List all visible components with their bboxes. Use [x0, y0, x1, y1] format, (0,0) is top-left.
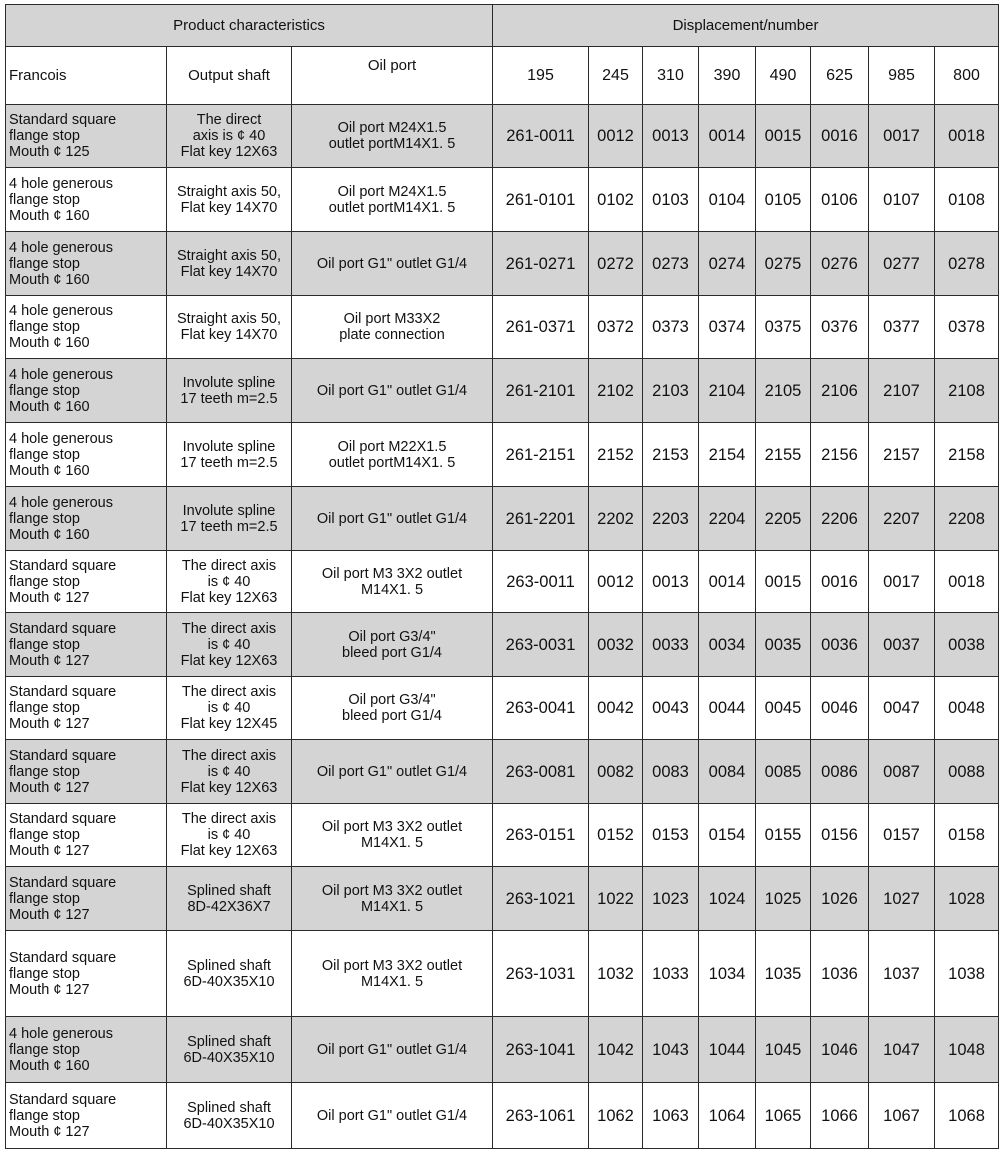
flange-cell: Standard square flange stop Mouth ¢ 127	[6, 804, 167, 867]
table-row	[6, 1083, 999, 1149]
spec-table	[5, 4, 999, 1149]
displacement-header: 985	[869, 47, 935, 105]
flange-cell: 4 hole generous flange stop Mouth ¢ 160	[6, 296, 167, 359]
code-cell: 1043	[643, 1017, 699, 1083]
base-code-cell: 261-0011	[493, 105, 589, 168]
base-code-cell: 263-0041	[493, 677, 589, 740]
code-cell: 1065	[756, 1083, 811, 1149]
oil-port-cell: Oil port M3 3X2 outlet M14X1. 5	[292, 867, 493, 931]
flange-cell: Standard square flange stop Mouth ¢ 127	[6, 740, 167, 804]
oil-port-header: Oil port	[292, 47, 493, 105]
francois-header: Francois	[6, 47, 167, 105]
base-code-cell: 263-1031	[493, 931, 589, 1017]
code-cell: 0152	[589, 804, 643, 867]
flange-cell: 4 hole generous flange stop Mouth ¢ 160	[6, 1017, 167, 1083]
code-cell: 2152	[589, 423, 643, 487]
code-cell: 2205	[756, 487, 811, 551]
base-code-cell: 263-0011	[493, 551, 589, 613]
code-cell: 0017	[869, 551, 935, 613]
oil-port-cell: Oil port M24X1.5 outlet portM14X1. 5	[292, 105, 493, 168]
base-code-cell: 261-2101	[493, 359, 589, 423]
code-cell: 1033	[643, 931, 699, 1017]
code-cell: 0105	[756, 168, 811, 232]
code-cell: 2103	[643, 359, 699, 423]
oil-port-cell: Oil port G1" outlet G1/4	[292, 1083, 493, 1149]
flange-cell: 4 hole generous flange stop Mouth ¢ 160	[6, 168, 167, 232]
flange-cell: Standard square flange stop Mouth ¢ 127	[6, 1083, 167, 1149]
code-cell: 0376	[811, 296, 869, 359]
code-cell: 1063	[643, 1083, 699, 1149]
flange-cell: Standard square flange stop Mouth ¢ 127	[6, 551, 167, 613]
output-shaft-cell: Straight axis 50, Flat key 14X70	[167, 232, 292, 296]
code-cell: 1066	[811, 1083, 869, 1149]
oil-port-cell: Oil port M33X2 plate connection	[292, 296, 493, 359]
code-cell: 0045	[756, 677, 811, 740]
flange-cell: 4 hole generous flange stop Mouth ¢ 160	[6, 487, 167, 551]
product-characteristics-header: Product characteristics	[6, 5, 493, 47]
oil-port-cell: Oil port G1" outlet G1/4	[292, 740, 493, 804]
flange-cell: 4 hole generous flange stop Mouth ¢ 160	[6, 359, 167, 423]
code-cell: 1036	[811, 931, 869, 1017]
output-shaft-cell: The direct axis is ¢ 40 Flat key 12X63	[167, 105, 292, 168]
oil-port-cell: Oil port G1" outlet G1/4	[292, 487, 493, 551]
table-row	[6, 423, 999, 487]
code-cell: 1038	[935, 931, 999, 1017]
output-shaft-cell: Involute spline 17 teeth m=2.5	[167, 359, 292, 423]
table-row	[6, 168, 999, 232]
code-cell: 2106	[811, 359, 869, 423]
code-cell: 2154	[699, 423, 756, 487]
code-cell: 1042	[589, 1017, 643, 1083]
code-cell: 0015	[756, 105, 811, 168]
header-row	[6, 5, 999, 47]
flange-cell: 4 hole generous flange stop Mouth ¢ 160	[6, 423, 167, 487]
code-cell: 0273	[643, 232, 699, 296]
code-cell: 0047	[869, 677, 935, 740]
oil-port-cell: Oil port G3/4" bleed port G1/4	[292, 613, 493, 677]
code-cell: 2107	[869, 359, 935, 423]
table-row	[6, 931, 999, 1017]
table-row	[6, 487, 999, 551]
code-cell: 2157	[869, 423, 935, 487]
output-shaft-cell: The direct axis is ¢ 40 Flat key 12X63	[167, 804, 292, 867]
code-cell: 0377	[869, 296, 935, 359]
code-cell: 0048	[935, 677, 999, 740]
table-row	[6, 804, 999, 867]
code-cell: 0087	[869, 740, 935, 804]
code-cell: 0157	[869, 804, 935, 867]
code-cell: 2202	[589, 487, 643, 551]
oil-port-cell: Oil port G3/4" bleed port G1/4	[292, 677, 493, 740]
code-cell: 0106	[811, 168, 869, 232]
code-cell: 0016	[811, 105, 869, 168]
oil-port-cell: Oil port M3 3X2 outlet M14X1. 5	[292, 931, 493, 1017]
code-cell: 0088	[935, 740, 999, 804]
code-cell: 0102	[589, 168, 643, 232]
code-cell: 0033	[643, 613, 699, 677]
output-shaft-cell: Involute spline 17 teeth m=2.5	[167, 423, 292, 487]
code-cell: 0154	[699, 804, 756, 867]
code-cell: 0103	[643, 168, 699, 232]
base-code-cell: 263-0151	[493, 804, 589, 867]
code-cell: 0278	[935, 232, 999, 296]
code-cell: 0016	[811, 551, 869, 613]
output-shaft-cell: Straight axis 50, Flat key 14X70	[167, 168, 292, 232]
base-code-cell: 263-1061	[493, 1083, 589, 1149]
code-cell: 0014	[699, 105, 756, 168]
code-cell: 1022	[589, 867, 643, 931]
code-cell: 0013	[643, 105, 699, 168]
base-code-cell: 261-2151	[493, 423, 589, 487]
code-cell: 1026	[811, 867, 869, 931]
code-cell: 0274	[699, 232, 756, 296]
code-cell: 1027	[869, 867, 935, 931]
code-cell: 0085	[756, 740, 811, 804]
code-cell: 0082	[589, 740, 643, 804]
code-cell: 0108	[935, 168, 999, 232]
displacement-header: 800	[935, 47, 999, 105]
code-cell: 2206	[811, 487, 869, 551]
table-row	[6, 677, 999, 740]
code-cell: 0156	[811, 804, 869, 867]
code-cell: 1045	[756, 1017, 811, 1083]
code-cell: 0083	[643, 740, 699, 804]
flange-cell: Standard square flange stop Mouth ¢ 127	[6, 931, 167, 1017]
code-cell: 0018	[935, 105, 999, 168]
output-shaft-cell: Involute spline 17 teeth m=2.5	[167, 487, 292, 551]
output-shaft-cell: The direct axis is ¢ 40 Flat key 12X63	[167, 613, 292, 677]
code-cell: 0155	[756, 804, 811, 867]
code-cell: 1032	[589, 931, 643, 1017]
displacement-header: 195	[493, 47, 589, 105]
code-cell: 1046	[811, 1017, 869, 1083]
code-cell: 0013	[643, 551, 699, 613]
base-code-cell: 263-0031	[493, 613, 589, 677]
code-cell: 0032	[589, 613, 643, 677]
output-shaft-cell: Splined shaft 6D-40X35X10	[167, 1017, 292, 1083]
displacement-number-header: Displacement/number	[493, 5, 999, 47]
displacement-header: 390	[699, 47, 756, 105]
code-cell: 0272	[589, 232, 643, 296]
oil-port-cell: Oil port G1" outlet G1/4	[292, 232, 493, 296]
base-code-cell: 261-0101	[493, 168, 589, 232]
code-cell: 2207	[869, 487, 935, 551]
output-shaft-cell: Splined shaft 8D-42X36X7	[167, 867, 292, 931]
code-cell: 0035	[756, 613, 811, 677]
code-cell: 1048	[935, 1017, 999, 1083]
code-cell: 0046	[811, 677, 869, 740]
code-cell: 1062	[589, 1083, 643, 1149]
code-cell: 0107	[869, 168, 935, 232]
oil-port-cell: Oil port G1" outlet G1/4	[292, 1017, 493, 1083]
oil-port-cell: Oil port M3 3X2 outlet M14X1. 5	[292, 804, 493, 867]
code-cell: 0037	[869, 613, 935, 677]
code-cell: 0012	[589, 551, 643, 613]
displacement-header: 310	[643, 47, 699, 105]
table-row	[6, 232, 999, 296]
base-code-cell: 263-1041	[493, 1017, 589, 1083]
code-cell: 0018	[935, 551, 999, 613]
flange-cell: Standard square flange stop Mouth ¢ 127	[6, 677, 167, 740]
output-shaft-cell: The direct axis is ¢ 40 Flat key 12X45	[167, 677, 292, 740]
code-cell: 0012	[589, 105, 643, 168]
base-code-cell: 261-2201	[493, 487, 589, 551]
base-code-cell: 263-1021	[493, 867, 589, 931]
code-cell: 1024	[699, 867, 756, 931]
code-cell: 1067	[869, 1083, 935, 1149]
oil-port-cell: Oil port M3 3X2 outlet M14X1. 5	[292, 551, 493, 613]
displacement-header: 490	[756, 47, 811, 105]
oil-port-cell: Oil port M22X1.5 outlet portM14X1. 5	[292, 423, 493, 487]
table-row	[6, 359, 999, 423]
code-cell: 1047	[869, 1017, 935, 1083]
code-cell: 1034	[699, 931, 756, 1017]
code-cell: 0044	[699, 677, 756, 740]
code-cell: 2102	[589, 359, 643, 423]
code-cell: 0036	[811, 613, 869, 677]
base-code-cell: 261-0271	[493, 232, 589, 296]
code-cell: 0014	[699, 551, 756, 613]
code-cell: 1044	[699, 1017, 756, 1083]
code-cell: 1064	[699, 1083, 756, 1149]
table-row	[6, 105, 999, 168]
code-cell: 0038	[935, 613, 999, 677]
oil-port-cell: Oil port G1" outlet G1/4	[292, 359, 493, 423]
output-shaft-cell: Splined shaft 6D-40X35X10	[167, 931, 292, 1017]
code-cell: 0374	[699, 296, 756, 359]
code-cell: 0034	[699, 613, 756, 677]
code-cell: 2203	[643, 487, 699, 551]
code-cell: 2153	[643, 423, 699, 487]
code-cell: 2105	[756, 359, 811, 423]
code-cell: 0015	[756, 551, 811, 613]
code-cell: 1025	[756, 867, 811, 931]
code-cell: 0373	[643, 296, 699, 359]
table-row	[6, 867, 999, 931]
code-cell: 2104	[699, 359, 756, 423]
code-cell: 2208	[935, 487, 999, 551]
subheader-row	[6, 47, 999, 105]
code-cell: 1068	[935, 1083, 999, 1149]
code-cell: 2158	[935, 423, 999, 487]
code-cell: 0084	[699, 740, 756, 804]
code-cell: 2204	[699, 487, 756, 551]
code-cell: 1037	[869, 931, 935, 1017]
code-cell: 2108	[935, 359, 999, 423]
flange-cell: Standard square flange stop Mouth ¢ 125	[6, 105, 167, 168]
code-cell: 2156	[811, 423, 869, 487]
output-shaft-cell: The direct axis is ¢ 40 Flat key 12X63	[167, 740, 292, 804]
code-cell: 0042	[589, 677, 643, 740]
code-cell: 0372	[589, 296, 643, 359]
flange-cell: Standard square flange stop Mouth ¢ 127	[6, 613, 167, 677]
table-row	[6, 296, 999, 359]
table-row	[6, 613, 999, 677]
code-cell: 0277	[869, 232, 935, 296]
output-shaft-cell: Splined shaft 6D-40X35X10	[167, 1083, 292, 1149]
oil-port-cell: Oil port M24X1.5 outlet portM14X1. 5	[292, 168, 493, 232]
flange-cell: Standard square flange stop Mouth ¢ 127	[6, 867, 167, 931]
base-code-cell: 261-0371	[493, 296, 589, 359]
code-cell: 0086	[811, 740, 869, 804]
code-cell: 0275	[756, 232, 811, 296]
displacement-header: 245	[589, 47, 643, 105]
code-cell: 0104	[699, 168, 756, 232]
code-cell: 2155	[756, 423, 811, 487]
code-cell: 1028	[935, 867, 999, 931]
code-cell: 0153	[643, 804, 699, 867]
output-shaft-cell: The direct axis is ¢ 40 Flat key 12X63	[167, 551, 292, 613]
displacement-header: 625	[811, 47, 869, 105]
code-cell: 1035	[756, 931, 811, 1017]
code-cell: 1023	[643, 867, 699, 931]
table-row	[6, 740, 999, 804]
code-cell: 0375	[756, 296, 811, 359]
base-code-cell: 263-0081	[493, 740, 589, 804]
code-cell: 0043	[643, 677, 699, 740]
output-shaft-cell: Straight axis 50, Flat key 14X70	[167, 296, 292, 359]
table-row	[6, 1017, 999, 1083]
output-shaft-header: Output shaft	[167, 47, 292, 105]
code-cell: 0158	[935, 804, 999, 867]
code-cell: 0017	[869, 105, 935, 168]
code-cell: 0378	[935, 296, 999, 359]
table-row	[6, 551, 999, 613]
flange-cell: 4 hole generous flange stop Mouth ¢ 160	[6, 232, 167, 296]
code-cell: 0276	[811, 232, 869, 296]
